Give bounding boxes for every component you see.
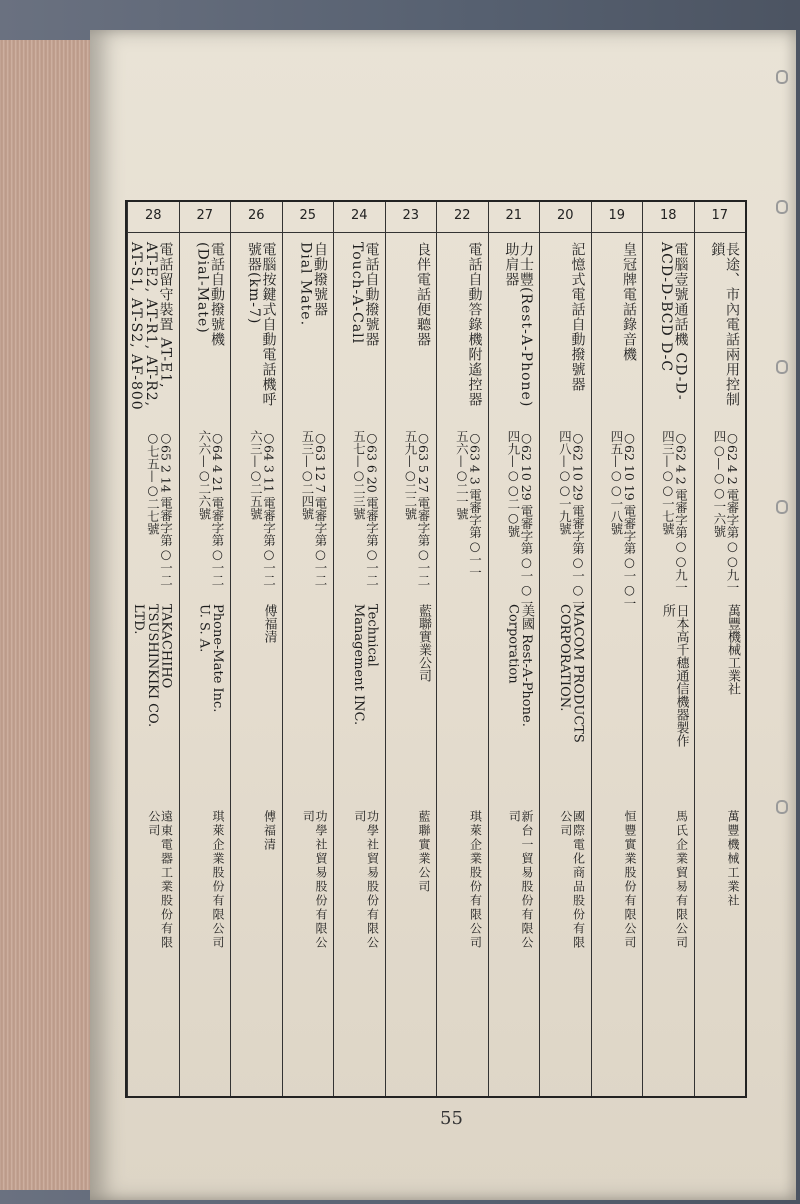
product-name: 良伴電話便聽器	[415, 242, 431, 347]
table-row	[488, 202, 540, 1096]
agent-company: 國際電化商品股份有限 公司	[558, 810, 586, 950]
table-row	[694, 202, 746, 1096]
approval-code: ○65 2 14 電審字第○一二 ○七五—○二七號	[145, 430, 174, 587]
binding-clip	[776, 70, 788, 84]
manufacturer: MACOM PRODUCTS CORPORATION.	[556, 604, 586, 743]
row-number: 19	[608, 208, 626, 223]
binding-clip	[776, 800, 788, 814]
agent-company: 琪萊企業股份有限公司	[468, 810, 483, 950]
row-number: 28	[144, 208, 162, 223]
row-number: 24	[350, 208, 368, 223]
product-name: 電話自動答錄機附遙控器	[466, 242, 483, 407]
row-number: 27	[196, 208, 214, 223]
agent-company: 萬豐機械工業社	[726, 810, 740, 908]
table-row	[333, 202, 385, 1096]
product-name: 自動撥號器 Dial Mate.	[297, 242, 328, 327]
approval-code: ○63 4 3 電審字第○一一 五六—○二一號	[454, 430, 483, 579]
table-row	[282, 202, 334, 1096]
approval-code: ○63 12 7 電審字第○一二 五三—○二四號	[299, 430, 328, 587]
agent-company: 恒豐實業股份有限公司	[623, 810, 637, 950]
row-number: 22	[453, 208, 471, 223]
manufacturer: 美國 Rest-A-Phone. Corporation	[505, 604, 534, 727]
row-number: 21	[505, 208, 523, 223]
product-name: 長途、市內電話兩用控制 鎖	[709, 242, 740, 407]
agent-company: 琪萊企業股份有限公司	[211, 810, 225, 950]
product-name: 記憶式電話自動撥號器	[569, 242, 586, 392]
product-name: 電腦壹號通話機 CD-D- ACD-D-BCD D-C	[657, 242, 689, 401]
agent-company: 馬氏企業貿易有限公司	[674, 810, 689, 950]
product-name: 電話自動撥號器 Touch-A-Call	[348, 242, 380, 347]
approval-code: ○64 4 21 電審字第○一二 六六—○二六號	[196, 430, 225, 587]
agent-company: 功學社貿易股份有限公 司	[352, 810, 380, 950]
page-number: 55	[440, 1108, 463, 1129]
row-number: 23	[402, 208, 420, 223]
page-edges	[0, 40, 94, 1190]
table-row	[385, 202, 437, 1096]
registry-table	[125, 200, 747, 1098]
manufacturer: 藍聯實業公司	[416, 604, 431, 682]
agent-company: 遠東電器工業股份有限 公司	[146, 810, 174, 950]
row-number: 18	[659, 208, 677, 223]
approval-code: ○62 10 29 電審字第○一○一 四九—○○二○號	[505, 430, 534, 610]
approval-code: ○64 3 11 電審字第○一二 六三—○二五號	[248, 430, 277, 587]
product-name: 力士豐(Rest-A-Phone) 助肩器	[503, 242, 534, 408]
table-row	[230, 202, 282, 1096]
table-row	[179, 202, 231, 1096]
agent-company: 傅福清	[262, 810, 277, 852]
approval-code: ○62 4 2 電審字第○○九一 四○—○○一六號	[711, 430, 740, 594]
binding-clip	[776, 360, 788, 374]
table-row	[436, 202, 488, 1096]
binding-clip	[776, 200, 788, 214]
product-name: 皇冠牌電話錄音機	[621, 242, 637, 362]
approval-code: ○62 10 19 電審字第○一○一 四五—○○一八號	[608, 430, 637, 610]
approval-code: ○62 10 29 電審字第○一○一 四八—○○一九號	[557, 430, 586, 610]
table-row	[539, 202, 591, 1096]
table-row	[591, 202, 643, 1096]
row-number: 25	[299, 208, 317, 223]
agent-company: 新台一貿易股份有限公 司	[507, 810, 534, 950]
product-name: 電腦按鍵式自動電話機呼 號器(km-7)	[245, 242, 277, 407]
manufacturer: Technical Management INC.	[350, 604, 380, 726]
manufacturer: 日本高千穗通信機器製作 所	[659, 604, 689, 747]
table-row	[127, 202, 179, 1096]
approval-code: ○63 5 27 電審字第○一二 五九—○二二號	[402, 430, 431, 587]
approval-code: ○62 4 2 電審字第○○九一 四三—○○一七號	[660, 430, 689, 594]
binding-clip	[776, 500, 788, 514]
product-name: 電話自動撥號機 (Dial-Mate)	[194, 242, 225, 347]
row-number: 17	[711, 208, 729, 223]
manufacturer: 傅福清	[261, 604, 277, 643]
row-number: 26	[247, 208, 265, 223]
row-number: 20	[556, 208, 574, 223]
agent-company: 功學社貿易股份有限公 司	[301, 810, 328, 950]
agent-company: 藍聯實業公司	[417, 810, 431, 894]
approval-code: ○63 6 20 電審字第○一二 五七—○二三號	[351, 430, 380, 587]
manufacturer: Phone-Mate Inc. U. S. A.	[196, 604, 225, 713]
manufacturer: 萬豐機械工業社	[725, 604, 740, 695]
manufacturer: TAKACHIHO TSUSHINKIKI CO. LTD.	[131, 604, 174, 728]
table-row	[642, 202, 694, 1096]
product-name: 電話留守裝置 AT-E1, AT-E2, AT-R1, AT-R2, AT-S1, AT-S2, AF-800	[128, 242, 174, 411]
